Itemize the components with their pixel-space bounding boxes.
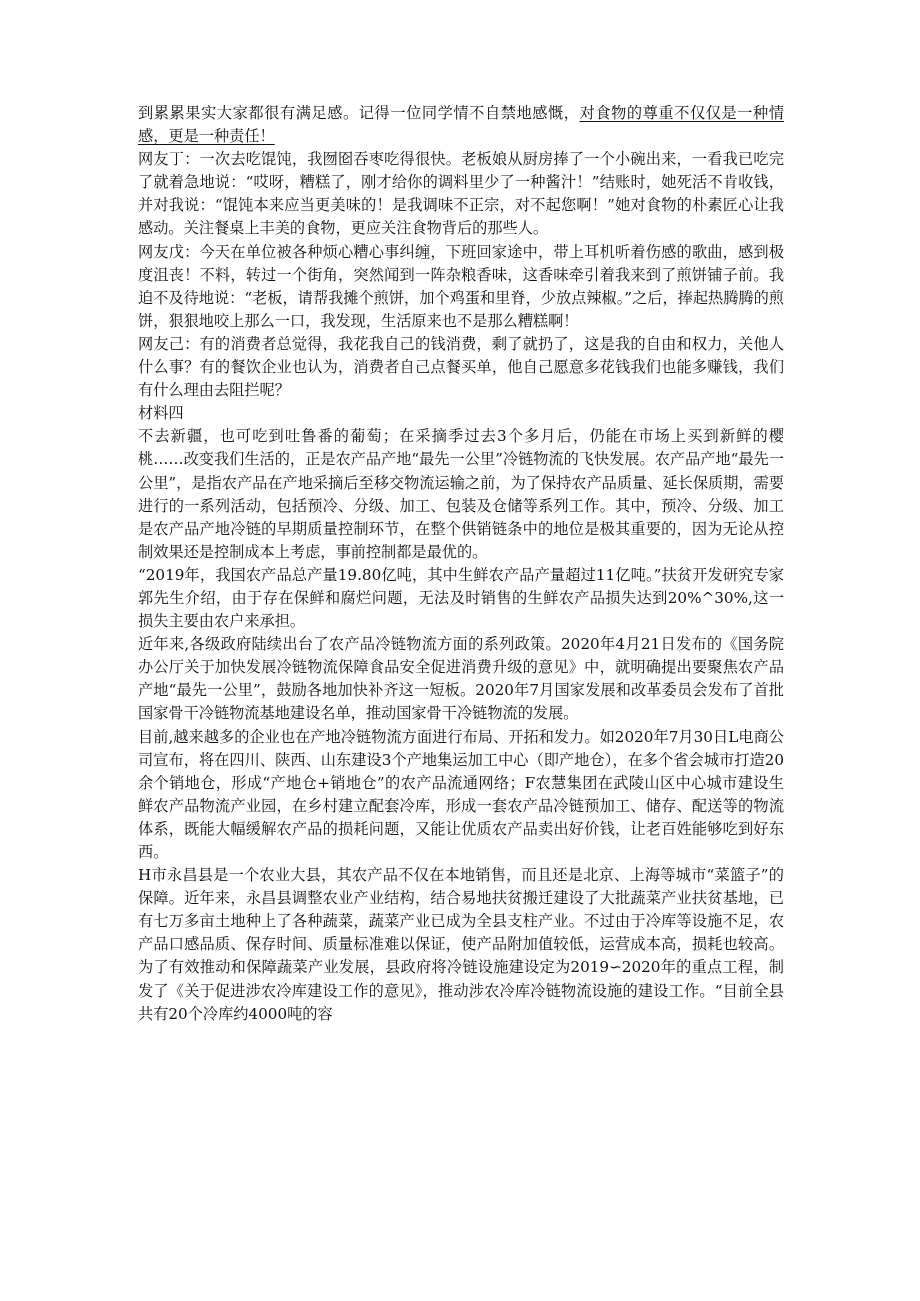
paragraph-2019-output: “2019年，我国农产品总产量19.80亿吨，其中生鲜农产品产量超过11亿吨。”扶贫开发研究专家郭先生介绍，由于存在保鲜和腐烂问题，无法及时销售的生鲜农产品损失达到20%^30%,这一损失主要由农户来承担。 [138, 565, 784, 631]
paragraph-netizen-ding: 网友丁：一次去吃馄饨，我囫囵吞枣吃得很快。老板娘从厨房捧了一个小碗出来，一看我已吃完了就着急地说：“哎呀，糟糕了，刚才给你的调料里少了一种酱汁！”结账时，她死活不肯收钱，并对我说：“馄饨本来应当更美味的！是我调味不正宗，对不起您啊！”她对食物的朴素匠心让我感动。关注餐桌上丰美的食物，更应关注食物背后的那些人。 [138, 150, 784, 238]
paragraph-yongchang-county: H市永昌县是一个农业大县，其农产品不仅在本地销售，而且还是北京、上海等城市“菜篮子”的保障。近年来，永昌县调整农业产业结构，结合易地扶贫搬迁建设了大批蔬菜产业扶贫基地，已有七万多亩土地种上了各种蔬菜，蔬菜产业已成为全县支柱产业。不过由于冷库等设施不足，农产品口感品质、保存时间、质量标准难以保证，使产品附加值较低，运营成本高，损耗也较高。为了有效推动和保障蔬菜产业发展，县政府将冷链设施建设定为2019∽2020年的重点工程，制发了《关于促进涉农冷库建设工作的意见》，推动涉农冷库冷链物流设施的建设工作。“目前全县共有20个冷库约4000吨的容 [138, 866, 784, 1023]
document-page [138, 102, 784, 1026]
intro-text: 到累累果实大家都很有满足感。记得一位同学情不自禁地感慨， [138, 104, 580, 122]
paragraph-netizen-wu: 网友戊：今天在单位被各种烦心糟心事纠缠，下班回家途中，带上耳机听着伤感的歌曲，感到极度沮丧！不料，转过一个街角，突然闻到一阵杂粮香味，这香味牵引着我来到了煎饼铺子前。我迫不及待地说：“老板，请帮我摊个煎饼，加个鸡蛋和里脊，少放点辣椒。”之后，捧起热腾腾的煎饼，狠狠地咬上那么一口，我发现，生活原来也不是那么糟糕啊！ [138, 242, 784, 330]
underlined-quote: 对食物的尊重不仅仅是一种情感，更是一种责任！ [138, 104, 785, 146]
paragraph-intro [138, 102, 784, 148]
paragraph-first-kilometer: 不去新疆，也可吃到吐鲁番的葡萄；在采摘季过去3个多月后，仍能在市场上买到新鲜的樱桃……改变我们生活的，正是农产品产地“最先一公里”冷链物流的飞快发展。农产品产地“最先一公里”，是指农产品在产地采摘后至移交物流运输之前，为了保持农产品质量、延长保质期，需要进行的一系列活动，包括预冷、分级、加工、包装及仓储等系列工作。其中，预冷、分级、加工是农产品产地冷链的早期质量控制环节，在整个供销链条中的地位是极其重要的，因为无论从控制效果还是控制成本上考虑，事前控制都是最优的。 [138, 427, 784, 561]
section-heading-material-four: 材料四 [138, 404, 184, 423]
paragraph-netizen-ji: 网友己：有的消费者总觉得，我花我自己的钱消费，剩了就扔了，这是我的自由和权力，关他人什么事？有的餐饮企业也认为，消费者自己点餐买单，他自己愿意多花钱我们也能多赚钱，我们有什么理由去阻拦呢？ [138, 334, 784, 400]
paragraph-enterprises: 目前,越来越多的企业也在产地冷链物流方面进行布局、开拓和发力。如2020年7月30日L电商公司宣布，将在四川、陕西、山东建设3个产地集运加工中心（即产地仓），在多个省会城市打造20余个销地仓，形成“产地仓+销地仓”的农产品流通网络；F农慧集团在武陵山区中心城市建设生鲜农产品物流产业园，在乡村建立配套冷库，形成一套农产品冷链预加工、储存、配送等的物流体系，既能大幅缓解农产品的损耗问题，又能让优质农产品卖出好价钱，让老百姓能够吃到好东西。 [138, 727, 784, 861]
paragraph-policies: 近年来,各级政府陆续出台了农产品冷链物流方面的系列政策。2020年4月21日发布的《国务院办公厅关于加快发展冷链物流保障食品安全促进消费升级的意见》中，就明确提出要聚焦农产品产地“最先一公里”，鼓励各地加快补齐这一短板。2020年7月国家发展和改革委员会发布了首批国家骨干冷链物流基地建设名单，推动国家骨干冷链物流的发展。 [138, 635, 784, 723]
